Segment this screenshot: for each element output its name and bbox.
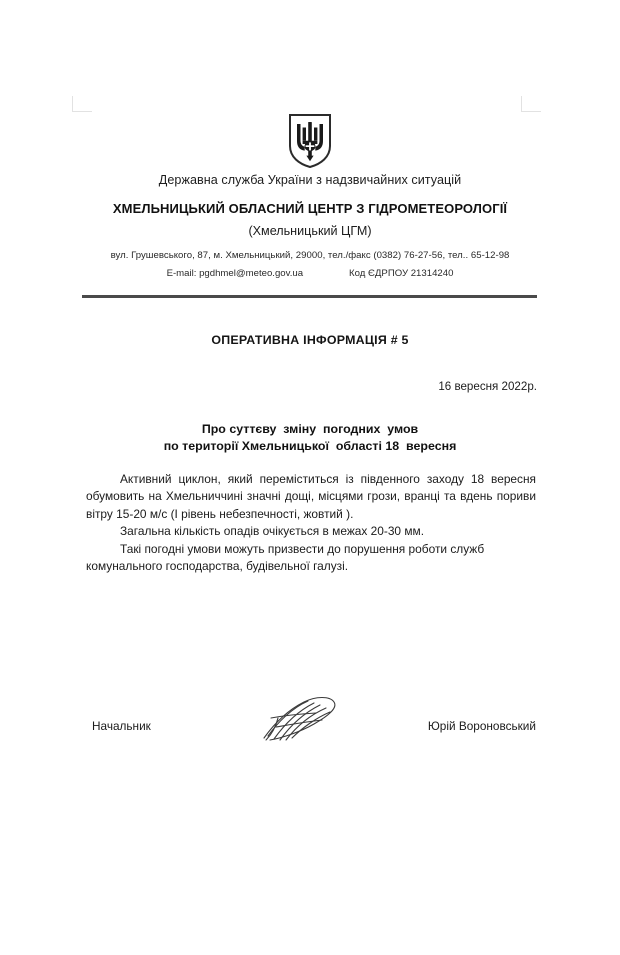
- body-paragraph: Загальна кількість опадів очікується в межах 20-30 мм.: [120, 524, 425, 539]
- email-address: E-mail: pgdhmel@meteo.gov.ua: [166, 268, 304, 279]
- contact-row: [0, 268, 620, 279]
- handwritten-signature-icon: [258, 694, 348, 744]
- body-paragraph: Такі погодні умови можуть призвести до порушення роботи служб комунального господарства, будівельної галузі.: [86, 541, 485, 574]
- subject-line-1: Про суттєву зміну погодних умов: [201, 422, 419, 436]
- organization-short-name: (Хмельницький ЦГМ): [248, 224, 372, 238]
- subject-heading: [0, 421, 620, 455]
- document-body: [86, 471, 536, 575]
- body-paragraph: Активний циклон, який переміститься із південного заходу 18 вересня обумовить на Хмельниччині значні дощі, місцями грози, вранці та вдень пориви вітру 15-20 м/с (І рівень небезпечності, жовтий ).: [86, 472, 536, 521]
- crop-mark-left: [72, 96, 92, 112]
- document-title: ОПЕРАТИВНА ІНФОРМАЦІЯ # 5: [211, 333, 409, 347]
- address-line: вул. Грушевського, 87, м. Хмельницький, 29000, тел./факс (0382) 76-27-56, тел.. 65-12-98: [110, 250, 510, 261]
- agency-name: Державна служба України з надзвичайних ситуацій: [158, 173, 462, 187]
- document-date: 16 вересня 2022р.: [438, 380, 537, 393]
- crop-mark-right: [521, 96, 541, 112]
- organization-name: ХМЕЛЬНИЦЬКИЙ ОБЛАСНИЙ ЦЕНТР З ГІДРОМЕТЕОРОЛОГІЇ: [112, 201, 508, 216]
- signature-block: [86, 716, 536, 740]
- emblem-container: [0, 113, 620, 169]
- signatory-name: Юрій Вороновський: [427, 719, 536, 733]
- ukraine-trident-emblem-icon: [287, 113, 333, 169]
- edrpou-code: Код ЄДРПОУ 21314240: [349, 268, 454, 279]
- letterhead: [0, 173, 620, 279]
- signatory-role: Начальник: [92, 719, 151, 733]
- header-divider-rule: [82, 295, 537, 298]
- subject-line-2: по території Хмельницької області 18 вересня: [163, 439, 457, 453]
